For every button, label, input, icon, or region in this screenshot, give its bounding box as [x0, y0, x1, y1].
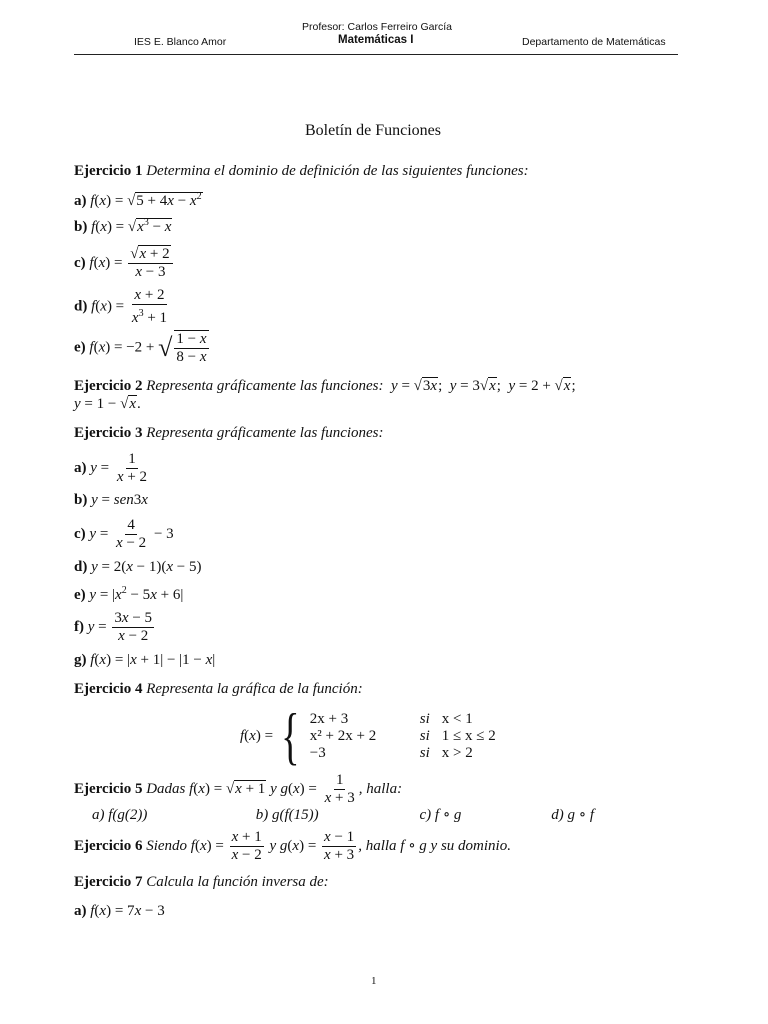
- exercise-3-item-d: d) y = 2(x − 1)(x − 5): [74, 559, 202, 575]
- exercise-1-item-b: b) $f(x) = √x^3 - x$: [74, 217, 172, 235]
- exercise-1-heading: [74, 163, 529, 180]
- piecewise-row: x² + 2x + 2 si 1 ≤ x ≤ 2: [309, 727, 496, 744]
- page-title: Boletín de Funciones: [305, 122, 441, 139]
- page-number: 1: [371, 975, 377, 987]
- header-rule: [74, 54, 678, 55]
- brace-icon: {: [281, 700, 300, 771]
- exercise-7-item-a: a) f(x) = 7x − 3: [74, 903, 165, 919]
- option-d: d) g ∘ f: [551, 807, 595, 823]
- exercise-1-item-a: a) $f(x) = √5 + 4x - x^2$: [74, 191, 202, 209]
- option-c: c) f ∘ g: [419, 807, 462, 823]
- piecewise-row: −3 si x > 2: [309, 744, 473, 761]
- exercise-3-item-g: g) f(x) = |x + 1| − |1 − x|: [74, 652, 216, 668]
- exercise-6-heading: Ejercicio 6 Siendo f(x) = $\frac{x + 1}{x - 2}$ y g(x) = $\frac{x - 1}{x + 3}$ , halla f ∘ g y su dominio.: [74, 829, 511, 863]
- header-department: Departamento de Matemáticas: [522, 36, 666, 48]
- header-school: IES E. Blanco Amor: [134, 36, 227, 48]
- option-b: b) g(f(15)): [255, 807, 319, 823]
- exercise-5-heading: Ejercicio 5 Dadas f(x) = √x + 1 y g(x) = $\frac{1}{x + 3}$ , halla:: [74, 772, 403, 806]
- piecewise-row: 2x + 3 si x < 1: [309, 710, 473, 727]
- piecewise-function: f(x) = { 2x + 3 si x < 1 x² + 2x + 2 si 1 ≤ x ≤ 2 −3 si x > 2: [240, 704, 508, 768]
- exercise-1-label: Ejercicio 1: [74, 163, 143, 179]
- exercise-3-heading: Ejercicio 3 Representa gráficamente las funciones:: [74, 425, 384, 441]
- exercise-2-heading: Ejercicio 2 Representa gráficamente las funciones: y = √3x; y = 3√x; y = 2 + √x;: [74, 378, 576, 394]
- exercise-3-item-c: c) y = $\frac{4}{x - 2}$ − 3: [74, 517, 174, 551]
- exercise-2-continuation: y = 1 − √x.: [74, 396, 141, 412]
- header-subject: Matemáticas I: [338, 34, 414, 46]
- exercise-3-item-a: a) y = $\frac{1}{x + 2}$: [74, 451, 148, 485]
- exercise-1-text: Determina el dominio de definición de las siguientes funciones:: [146, 163, 529, 179]
- sqrt-icon: $√x^3 - x$: [127, 217, 172, 235]
- sqrt-icon: $√5 + 4x - x^2$: [127, 191, 202, 209]
- exercise-3-item-f: f) y = $\frac{3x - 5}{x - 2}$: [74, 610, 153, 644]
- exercise-1-item-c: c) f(x) = $\frac{√x + 2}{x - 3}$: [74, 246, 175, 281]
- exercise-1-item-d: d) f(x) = $\frac{x + 2}{x^3 + 1}$: [74, 287, 168, 326]
- exercise-7-heading: Ejercicio 7 Calcula la función inversa de:: [74, 874, 329, 890]
- header-teacher: Profesor: Carlos Ferreiro García: [302, 21, 452, 33]
- exercise-3-item-e: e) $y = |x^2 - 5x + 6|$: [74, 585, 184, 603]
- exercise-4-heading: Ejercicio 4 Representa la gráfica de la función:: [74, 681, 363, 697]
- exercise-5-options: [92, 805, 594, 824]
- option-a: a) f(g(2)): [92, 807, 148, 823]
- exercise-3-item-b: b) y = sen3x: [74, 492, 148, 508]
- exercise-1-item-e: e) f(x) = −2 + √ $\frac{1 - x}{8 - x}$: [74, 331, 207, 365]
